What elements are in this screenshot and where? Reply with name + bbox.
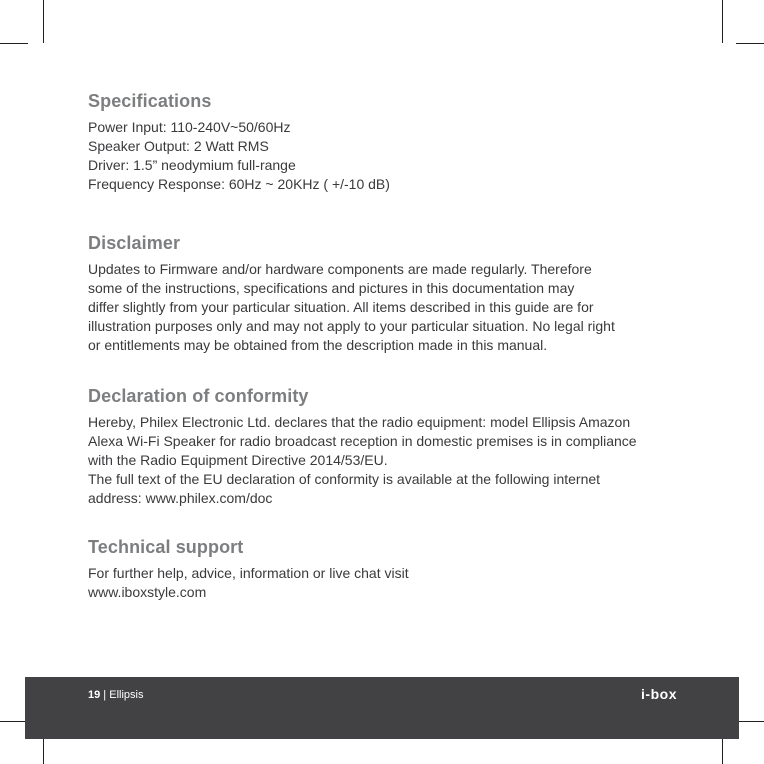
disclaimer-section bbox=[88, 231, 615, 355]
crop-mark bbox=[0, 43, 28, 44]
text-line: The full text of the EU declaration of conformity is available at the following internet bbox=[88, 471, 601, 487]
footer-product: Ellipsis bbox=[109, 689, 144, 701]
text-line: address: www.philex.com/doc bbox=[88, 490, 273, 506]
crop-mark bbox=[736, 43, 764, 44]
text-line: For further help, advice, information or live chat visit bbox=[88, 565, 409, 581]
crop-mark bbox=[0, 721, 28, 722]
crop-mark bbox=[736, 721, 764, 722]
brand-logo: i-box bbox=[641, 686, 677, 702]
crop-mark bbox=[43, 0, 44, 43]
disclaimer-text bbox=[88, 260, 615, 355]
text-line: Hereby, Philex Electronic Ltd. declares that the radio equipment: model Ellipsis Amazon bbox=[88, 414, 631, 430]
footer-page-label bbox=[88, 688, 143, 702]
page-footer bbox=[25, 677, 739, 739]
text-line: Alexa Wi-Fi Speaker for radio broadcast reception in domestic premises is in compliance bbox=[88, 433, 637, 449]
support-url: www.iboxstyle.com bbox=[88, 584, 207, 600]
text-line: differ slightly from your particular situation. All items described in this guide are for bbox=[88, 299, 594, 315]
spec-line: Driver: 1.5” neodymium full-range bbox=[88, 157, 296, 173]
text-line: Updates to Firmware and/or hardware components are made regularly. Therefore bbox=[88, 261, 592, 277]
footer-separator: | bbox=[100, 689, 110, 701]
support-heading: Technical support bbox=[88, 537, 244, 557]
spec-line: Frequency Response: 60Hz ~ 20KHz ( +/-10 dB) bbox=[88, 176, 390, 192]
specifications-list bbox=[88, 118, 390, 194]
spec-line: Speaker Output: 2 Watt RMS bbox=[88, 138, 269, 154]
support-text bbox=[88, 564, 409, 602]
declaration-section bbox=[88, 384, 637, 508]
spec-line: Power Input: 110-240V~50/60Hz bbox=[88, 119, 291, 135]
specifications-heading: Specifications bbox=[88, 91, 212, 111]
text-line: some of the instructions, specifications and pictures in this documentation may bbox=[88, 280, 575, 296]
text-line: with the Radio Equipment Directive 2014/53/EU. bbox=[88, 452, 388, 468]
support-section bbox=[88, 535, 409, 602]
text-line: or entitlements may be obtained from the description made in this manual. bbox=[88, 337, 548, 353]
specifications-section bbox=[88, 89, 390, 194]
page-number: 19 bbox=[88, 689, 101, 701]
declaration-heading: Declaration of conformity bbox=[88, 386, 309, 406]
text-line: illustration purposes only and may not apply to your particular situation. No legal right bbox=[88, 318, 615, 334]
declaration-text bbox=[88, 413, 637, 508]
disclaimer-heading: Disclaimer bbox=[88, 233, 181, 253]
crop-mark bbox=[722, 0, 723, 43]
